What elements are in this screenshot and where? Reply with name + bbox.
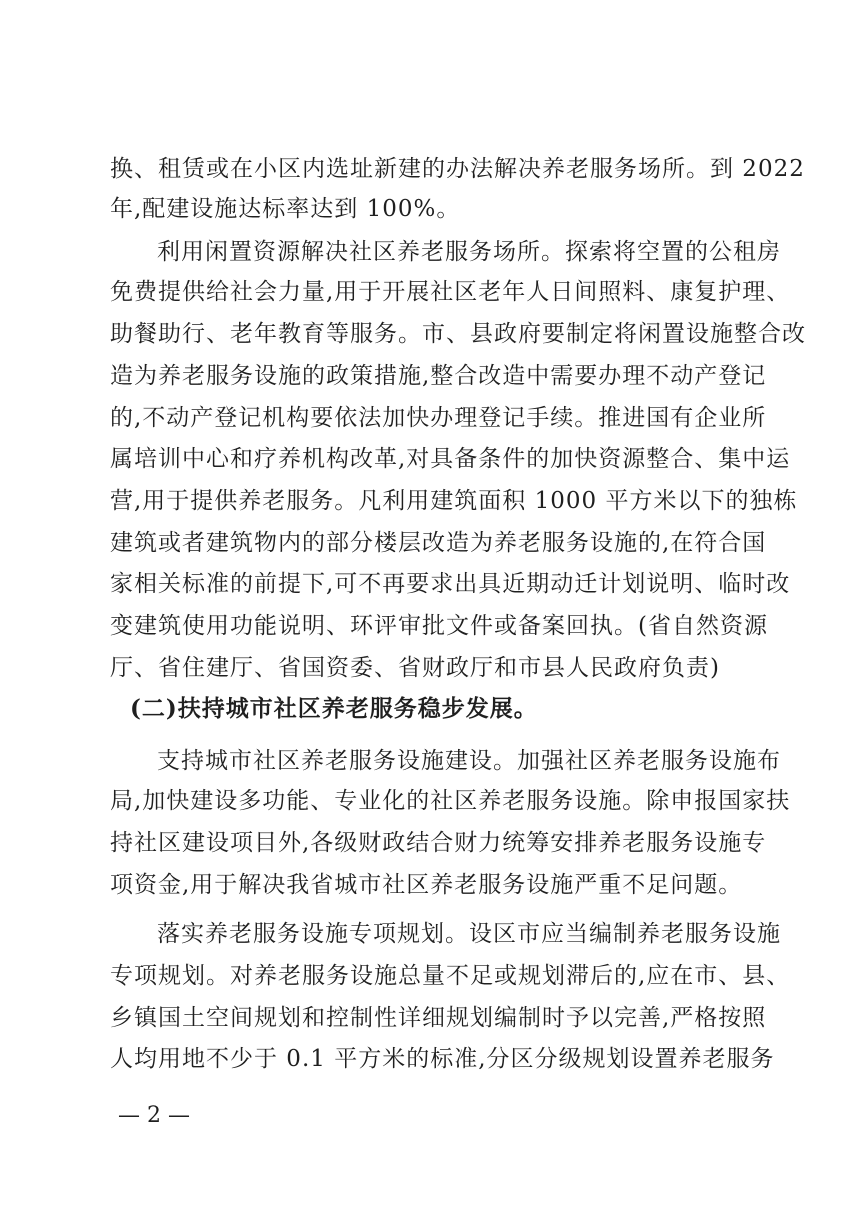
text-line: 变建筑使用功能说明、环评审批文件或备案回执。(省自然资源 <box>110 613 768 639</box>
text-line: 的,不动产登记机构要依法加快办理登记手续。推进国有企业所 <box>110 405 767 431</box>
paragraph-first-line: 利用闲置资源解决社区养老服务场所。探索将空置的公租房 <box>157 239 781 265</box>
text-line: 年,配建设施达标率达到 100%。 <box>110 196 461 222</box>
text-line: 助餐助行、老年教育等服务。市、县政府要制定将闲置设施整合改 <box>110 321 806 347</box>
section-heading: (二)扶持城市社区养老服务稳步发展。 <box>130 695 538 722</box>
text-line: 属培训中心和疗养机构改革,对具备条件的加快资源整合、集中运 <box>110 446 791 472</box>
text-line: 局,加快建设多功能、专业化的社区养老服务设施。除申报国家扶 <box>110 788 791 814</box>
text-line: 换、租赁或在小区内选址新建的办法解决养老服务场所。到 2022 <box>110 156 805 182</box>
text-line: 造为养老服务设施的政策措施,整合改造中需要办理不动产登记 <box>110 363 767 389</box>
text-line: 专项规划。对养老服务设施总量不足或规划滞后的,应在市、县、 <box>110 963 791 989</box>
text-line: 项资金,用于解决我省城市社区养老服务设施严重不足问题。 <box>110 872 743 898</box>
page-number: — 2 — <box>118 1103 190 1128</box>
text-line: 家相关标准的前提下,可不再要求出具近期动迁计划说明、临时改 <box>110 571 791 597</box>
text-line: 持社区建设项目外,各级财政结合财力统筹安排养老服务设施专 <box>110 830 767 856</box>
paragraph-first-line: 支持城市社区养老服务设施建设。加强社区养老服务设施布 <box>157 748 781 774</box>
paragraph-first-line: 落实养老服务设施专项规划。设区市应当编制养老服务设施 <box>157 921 781 947</box>
text-line: 建筑或者建筑物内的部分楼层改造为养老服务设施的,在符合国 <box>110 530 767 556</box>
text-line: 人均用地不少于 0.1 平方米的标准,分区分级规划设置养老服务 <box>110 1046 775 1072</box>
text-line: 营,用于提供养老服务。凡利用建筑面积 1000 平方米以下的独栋 <box>110 488 798 514</box>
text-line: 免费提供给社会力量,用于开展社区老年人日间照料、康复护理、 <box>110 279 791 305</box>
text-line: 乡镇国土空间规划和控制性详细规划编制时予以完善,严格按照 <box>110 1005 767 1031</box>
text-line: 厅、省住建厅、省国资委、省财政厅和市县人民政府负责) <box>110 655 720 681</box>
